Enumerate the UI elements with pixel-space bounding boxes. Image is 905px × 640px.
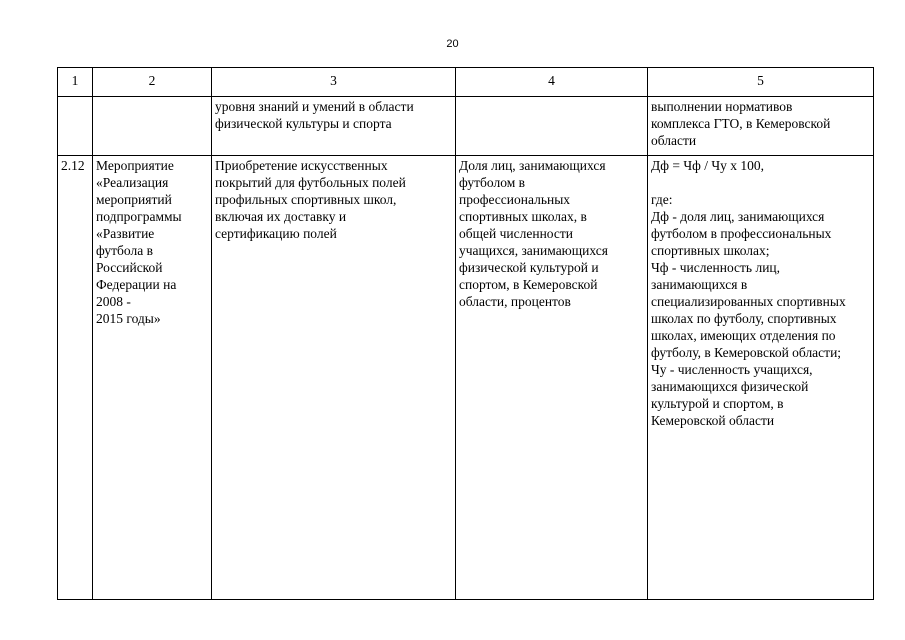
table-cell-description: Приобретение искусственных покрытий для футбольных полей профильных спортивных школ, включая их доставку и сертификацию полей [212,156,456,600]
column-header-1: 1 [58,68,93,97]
table-cell-description: уровня знаний и умений в области физической культуры и спорта [212,97,456,156]
table-cell-indicator: Доля лиц, занимающихся футболом в профессиональных спортивных школах, в общей численности учащихся, занимающихся физической культурой и спортом, в Кемеровской области, процентов [456,156,648,600]
table-cell-indicator [456,97,648,156]
table-cell-formula: Дф = Чф / Чу x 100, где: Дф - доля лиц, занимающихся футболом в профессиональных спортивных школах; Чф - численность лиц, занимающихся в специализированных спортивных школах по футболу, спортивных школах, имеющих отделения по футболу, в Кемеровской области; Чу - численность учащихся, занимающихся физической культурой и спортом, в Кемеровской области [648,156,874,600]
table-cell-number [58,97,93,156]
column-header-4: 4 [456,68,648,97]
column-header-5: 5 [648,68,874,97]
table-row [58,156,874,600]
table-cell-number: 2.12 [58,156,93,600]
column-header-2: 2 [93,68,212,97]
indicators-table [57,67,874,600]
table-cell-event: Мероприятие «Реализация мероприятий подпрограммы «Развитие футбола в Российской Федерации на 2008 - 2015 годы» [93,156,212,600]
table-row [58,97,874,156]
table-header-row [58,68,874,97]
column-header-3: 3 [212,68,456,97]
page-number: 20 [446,38,459,50]
table-cell-event [93,97,212,156]
table-cell-formula: выполнении нормативов комплекса ГТО, в Кемеровской области [648,97,874,156]
